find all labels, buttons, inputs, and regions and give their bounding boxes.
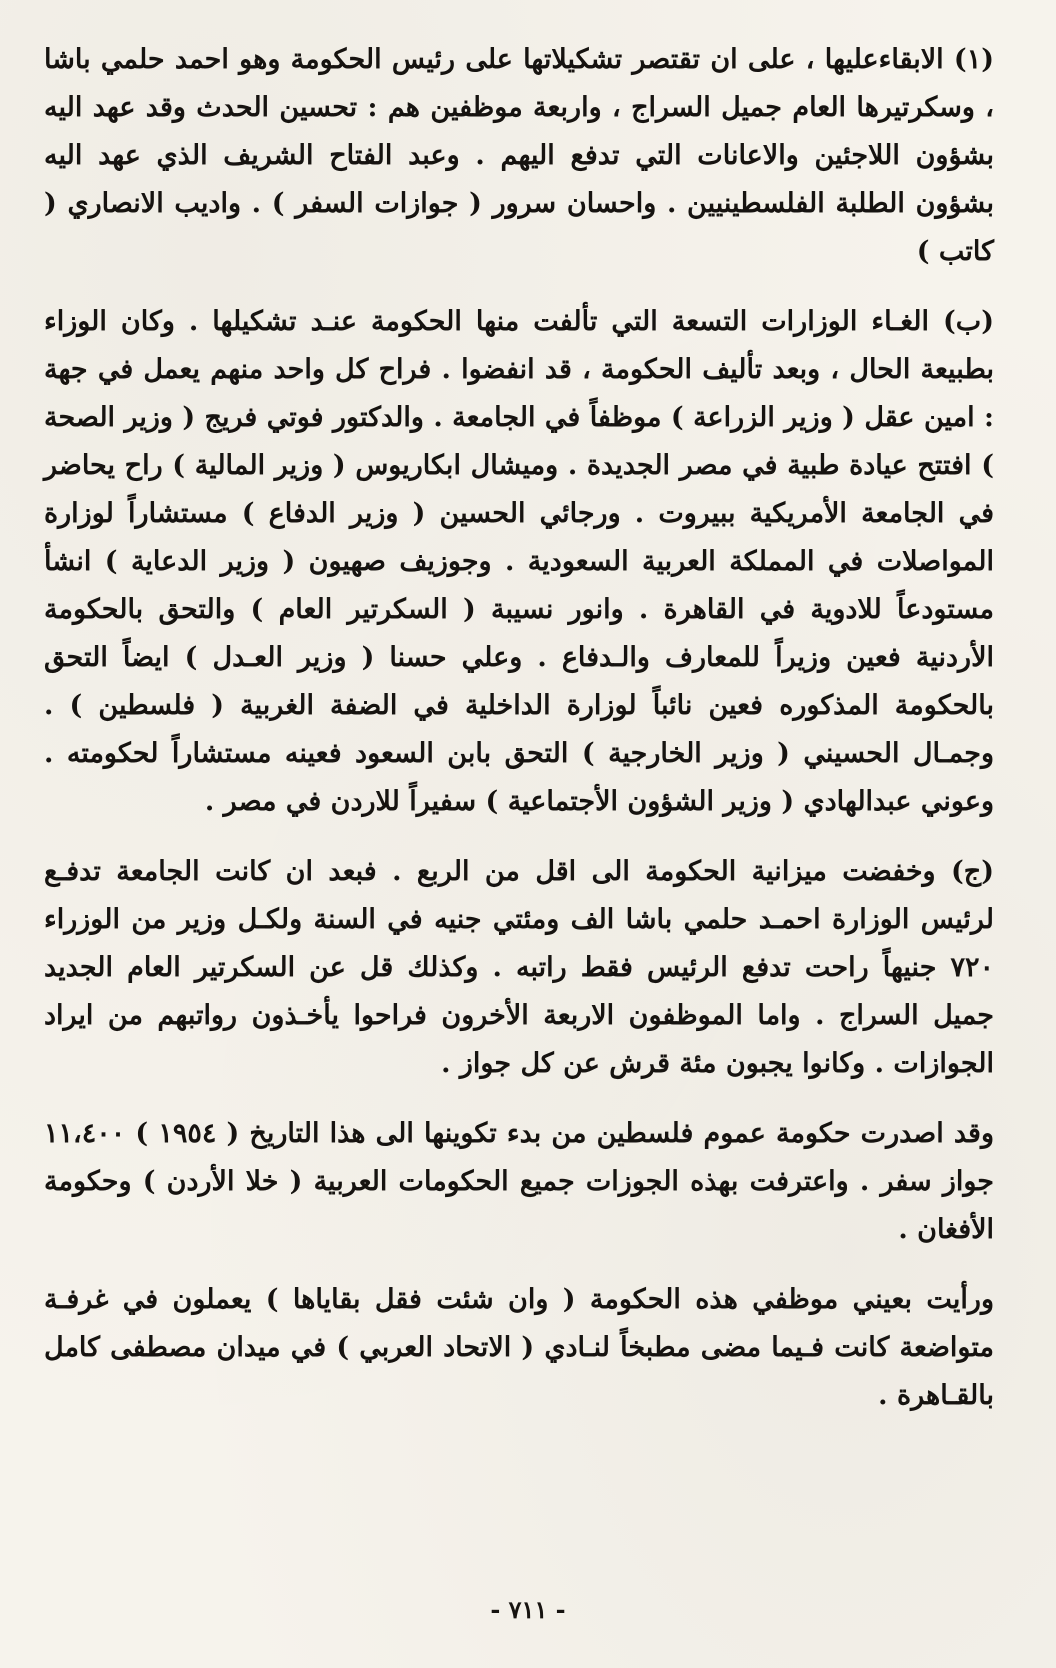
paragraph-alef: (١) الابقاءعليها ، على ان تقتصر تشكيلاتها على رئيس الحكومة وهو احمد حلمي باشا ، وسكرتيرها العام جميل السراج ، واربعة موظفين هم : تحسين الحدث وقد عهد اليه بشؤون اللاجئين والاعانات التي تدفع اليهم . وعبد الفتاح الشريف الذي عهد اليه بشؤون الطلبة الفلسطينيين . واحسان سرور ( جوازات السفر ) . واديب الانصاري ( كاتب ) [44,44,994,267]
paragraph-passports: وقد اصدرت حكومة عموم فلسطين من بدء تكوينها الى هذا التاريخ ( ١٩٥٤ ) ١١،٤٠٠ جواز سفر . واعترفت بهذه الجوزات جميع الحكومات العربية ( خلا الأردن ) وحكومة الأفغان . [44,1118,994,1245]
paragraph-ba: (ب) الغـاء الوزارات التسعة التي تألفت منها الحكومة عنـد تشكيلها . وكان الوزاء بطبيعة الحال ، وبعد تأليف الحكومة ، قد انفضوا . فراح كل واحد منهم يعمل في جهة : امين عقل ( وزير الزراعة ) موظفاً في الجامعة . والدكتور فوتي فريج ( وزير الصحة ) افتتح عيادة طبية في مصر الجديدة . وميشال ابكاريوس ( وزير المالية ) راح يحاضر في الجامعة الأمريكية ببيروت . ورجائي الحسين ( وزير الدفاع ) مستشاراً لوزارة المواصلات في المملكة العربية السعودية . وجوزيف صهيون ( وزير الدعاية ) انشأ مستودعاً للادوية في القاهرة . وانور نسيبة ( السكرتير العام ) والتحق بالحكومة الأردنية فعين وزيراً للمعارف والـدفاع . وعلي حسنا ( وزير العـدل ) ايضاً التحق بالحكومة المذكوره فعين نائباً لوزارة الداخلية في الضفة الغربية ( فلسطين ) . وجمـال الحسيني ( وزير الخارجية ) التحق بابن السعود فعينه مستشاراً لحكومته . وعوني عبدالهادي ( وزير الشؤون الأجتماعية ) سفيراً للاردن في مصر . [44,306,994,817]
paragraph-remnants: ورأيت بعيني موظفي هذه الحكومة ( وان شئت فقل بقاياها ) يعملون في غرفـة متواضعة كانت فـيما مضى مطبخاً لنـادي ( الاتحاد العربي ) في ميدان مصطفى كامل بالقـاهرة . [44,1284,994,1411]
paragraph-jim: (ج) وخفضت ميزانية الحكومة الى اقل من الربع . فبعد ان كانت الجامعة تدفـع لرئيس الوزارة احمـد حلمي باشا الف ومئتي جنيه في السنة ولكـل وزير من الوزراء ٧٢٠ جنيهاً راحت تدفع الرئيس فقط راتبه . وكذلك قل عن السكرتير العام الجديد جميل السراج . واما الموظفون الاربعة الأخرون فراحوا يأخـذون رواتبهم من ايراد الجوازات . وكانوا يجبون مئة قرش عن كل جواز . [44,856,994,1079]
page-number: - ٧١١ - [490,1595,566,1624]
page-body [44,36,994,1420]
